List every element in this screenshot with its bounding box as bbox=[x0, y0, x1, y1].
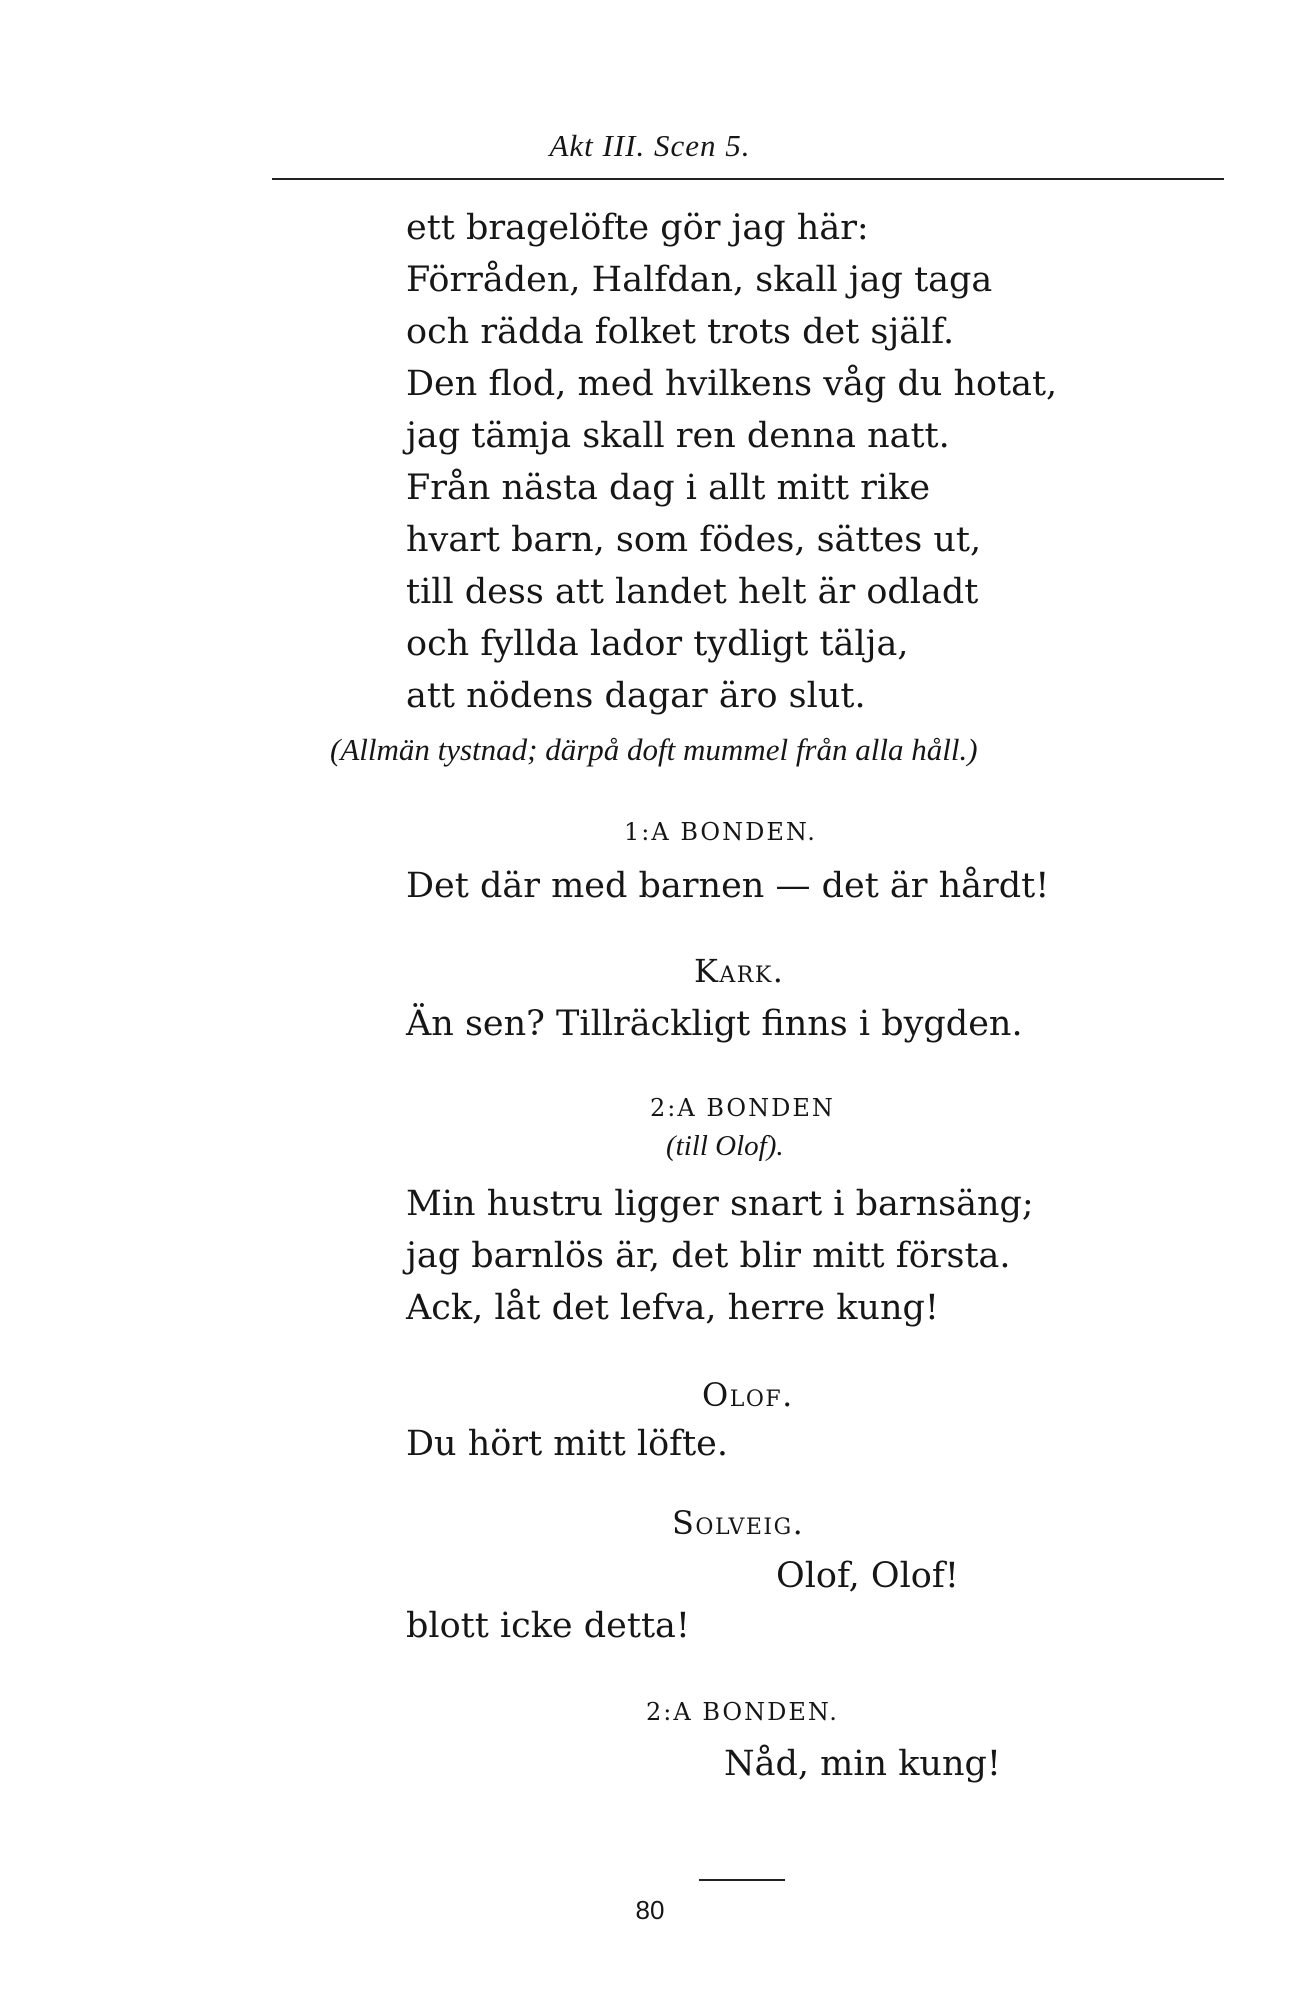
dialogue-line: blott icke detta! bbox=[406, 1606, 690, 1646]
speaker-name: 2:A BONDEN bbox=[650, 1094, 835, 1122]
verse-line: Från nästa dag i allt mitt rike bbox=[406, 468, 931, 508]
verse-line: att nödens dagar äro slut. bbox=[406, 676, 866, 716]
speaker-name: Solveig. bbox=[672, 1504, 805, 1542]
verse-line: hvart barn, som födes, sättes ut, bbox=[406, 520, 982, 560]
dialogue-line: Nåd, min kung! bbox=[724, 1744, 1001, 1784]
verse-line: Förråden, Halfdan, skall jag taga bbox=[406, 260, 993, 300]
speaker-direction: (till Olof). bbox=[666, 1130, 784, 1162]
speaker-name: Olof. bbox=[702, 1376, 794, 1414]
page-number: 80 bbox=[635, 1895, 665, 1925]
stage-direction: (Allmän tystnad; därpå doft mummel från alla håll.) bbox=[330, 732, 978, 767]
verse-line: Den flod, med hvilkens våg du hotat, bbox=[406, 364, 1058, 404]
dialogue-line: Ack, låt det lefva, herre kung! bbox=[406, 1288, 939, 1328]
dialogue-line: Olof, Olof! bbox=[776, 1556, 959, 1596]
verse-line: ett bragelöfte gör jag här: bbox=[406, 208, 869, 248]
verse-line: till dess att landet helt är odladt bbox=[406, 572, 979, 612]
header-rule bbox=[272, 178, 1224, 180]
verse-line: jag tämja skall ren denna natt. bbox=[406, 416, 950, 456]
speaker-name: Kark. bbox=[694, 952, 785, 990]
dialogue-line: jag barnlös är, det blir mitt första. bbox=[406, 1236, 1011, 1276]
running-header: Akt III. Scen 5. bbox=[549, 128, 751, 163]
dialogue-line: Än sen? Tillräckligt finns i bygden. bbox=[406, 1004, 1023, 1044]
verse-line: och rädda folket trots det själf. bbox=[406, 312, 955, 352]
speaker-name: 1:A BONDEN. bbox=[624, 818, 817, 846]
speaker-name: 2:A BONDEN. bbox=[646, 1698, 839, 1726]
footer-rule bbox=[699, 1879, 785, 1881]
verse-line: och fyllda lador tydligt tälja, bbox=[406, 624, 909, 664]
dialogue-line: Min hustru ligger snart i barnsäng; bbox=[406, 1184, 1034, 1224]
dialogue-line: Du hört mitt löfte. bbox=[406, 1424, 729, 1464]
dialogue-line: Det där med barnen — det är hårdt! bbox=[406, 866, 1050, 906]
